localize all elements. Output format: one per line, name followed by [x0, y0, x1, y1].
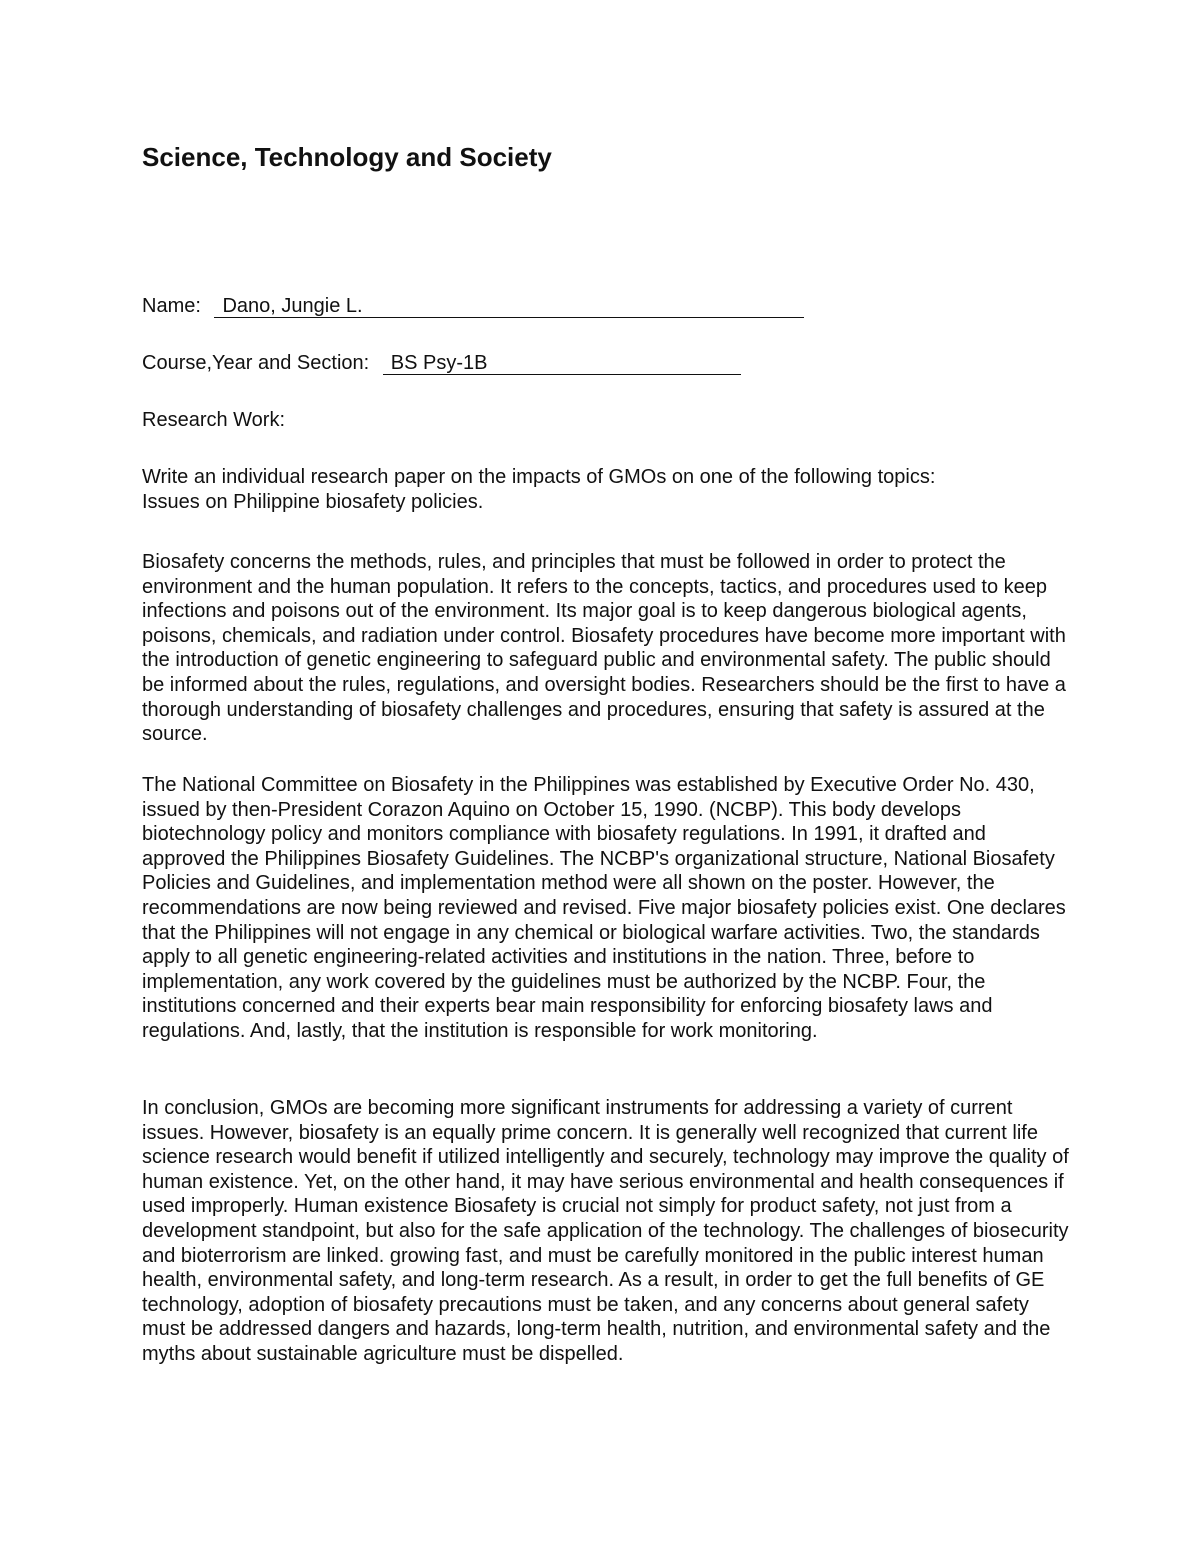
body-paragraph-conclusion: [142, 1096, 1072, 1367]
course-year-section-field: [142, 351, 741, 375]
course-year-section-value: BS Psy-1B: [383, 352, 741, 375]
prompt-line: Write an individual research paper on the impacts of GMOs on one of the following topics:: [142, 466, 936, 488]
paragraph-text: Biosafety concerns the methods, rules, and principles that must be followed in order to protect the environment and the human population. It refers to the concepts, tactics, and procedures used to keep infections and poisons out of the environment. Its major goal is to keep dangerous biological agents, poisons, chemicals, and radiation under control. Biosafety procedures have become more important with the introduction of genetic engineering to safeguard public and environmental safety. The public should be informed about the rules, regulations, and oversight bodies. Researchers should be the first to have a thorough understanding of biosafety challenges and procedures, ensuring that safety is assured at the source.: [142, 551, 1066, 746]
body-paragraph-ncbp: [142, 773, 1072, 1044]
name-value: Dano, Jungie L.: [214, 295, 804, 318]
name-field: [142, 294, 804, 318]
paragraph-text: In conclusion, GMOs are becoming more significant instruments for addressing a variety of current issues. However, biosafety is an equally prime concern. It is generally well recognized that current life science research would benefit if utilized intelligently and securely, technology may improve the quality of human existence. Yet, on the other hand, it may have serious environmental and health consequences if used improperly. Human existence Biosafety is crucial not simply for product safety, not just from a development standpoint, but also for the safe application of the technology. The challenges of biosecurity and bioterrorism are linked. growing fast, and must be carefully monitored in the public interest human health, environmental safety, and long-term research. As a result, in order to get the full benefits of GE technology, adoption of biosafety precautions must be taken, and any concerns about general safety must be addressed dangers and hazards, long-term health, nutrition, and environmental safety and the myths about sustainable agriculture must be dispelled.: [142, 1097, 1069, 1365]
research-prompt: [142, 465, 1072, 514]
topic-line: Issues on Philippine biosafety policies.: [142, 490, 484, 513]
course-year-section-label: Course,Year and Section:: [142, 352, 370, 374]
name-label: Name:: [142, 295, 201, 317]
paragraph-text: The National Committee on Biosafety in the Philippines was established by Executive Order No. 430, issued by then-President Corazon Aquino on October 15, 1990. (NCBP). This body develops biotechnology policy and monitors compliance with biosafety regulations. In 1991, it drafted and approved the Philippines Biosafety Guidelines. The NCBP's organizational structure, National Biosafety Policies and Guidelines, and implementation method were all shown on the poster. However, the recommendations are now being reviewed and revised. Five major biosafety policies exist. One declares that the Philippines will not engage in any chemical or biological warfare activities. Two, the standards apply to all genetic engineering-related activities and institutions in the nation. Three, before to implementation, any work covered by the guidelines must be authorized by the NCBP. Four, the institutions concerned and their experts bear main responsibility for enforcing biosafety laws and regulations. And, lastly, that the institution is responsible for work monitoring.: [142, 774, 1066, 1042]
document-title: Science, Technology and Society: [142, 142, 552, 172]
research-work-heading: Research Work:: [142, 409, 286, 431]
body-paragraph-biosafety-definition: [142, 550, 1072, 747]
